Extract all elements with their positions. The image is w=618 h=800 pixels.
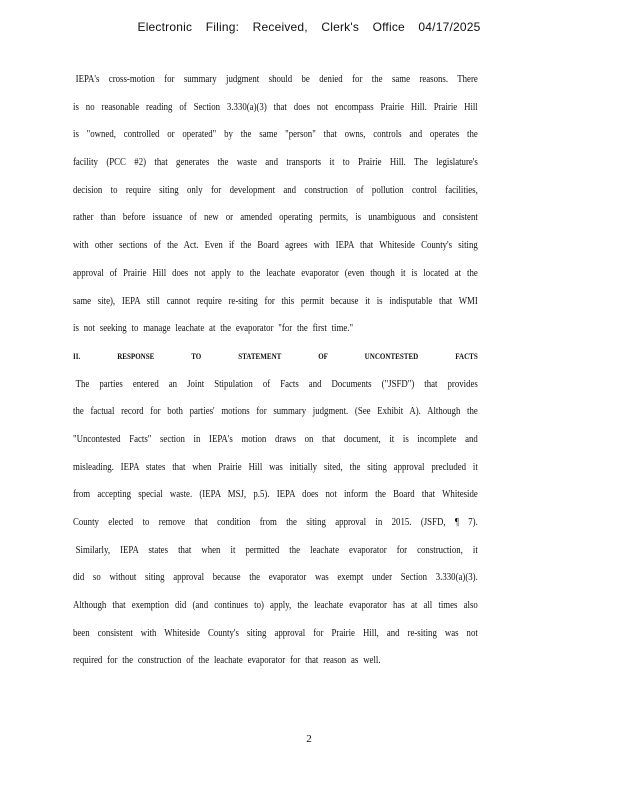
- body-line: did so without siting approval because the evaporator was exempt under Section 3.330(a)(3).: [73, 572, 478, 584]
- body-line: the factual record for both parties' motions for summary judgment. (See Exhibit A). Although the: [73, 406, 478, 418]
- body-line: is no reasonable reading of Section 3.330(a)(3) that does not encompass Prairie Hill. Prairie Hill: [73, 101, 478, 113]
- section-heading: II. RESPONSE TO STATEMENT OF UNCONTESTED FACTS: [73, 351, 478, 361]
- body-line: Similarly, IEPA states that when it permitted the leachate evaporator for construction, it: [75, 544, 478, 556]
- body-line: decision to require siting only for development and construction of pollution control facilities,: [73, 184, 478, 196]
- body-line: facility (PCC #2) that generates the waste and transports it to Prairie Hill. The legislature's: [73, 157, 478, 169]
- body-line: County elected to remove that condition from the siting approval in 2015. (JSFD, ¶ 7).: [73, 517, 478, 528]
- body-line: rather than before issuance of new or amended operating permits, is unambiguous and consistent: [73, 212, 478, 224]
- electronic-filing-header: Electronic Filing: Received, Clerk's Office 04/17/2025: [137, 20, 481, 34]
- body-line: Although that exemption did (and continues to) apply, the leachate evaporator has at all times also: [73, 600, 478, 612]
- body-line: misleading. IEPA states that when Prairie Hill was initially sited, the siting approval precluded it: [73, 461, 478, 473]
- body-line: IEPA's cross-motion for summary judgment should be denied for the same reasons. There: [75, 74, 478, 85]
- body-line: is "owned, controlled or operated" by the same "person" that owns, controls and operates the: [73, 129, 478, 141]
- document-body: [73, 70, 478, 679]
- page-number: 2: [306, 733, 312, 745]
- body-line: is not seeking to manage leachate at the evaporator "for the first time.": [73, 323, 354, 335]
- body-line: "Uncontested Facts" section in IEPA's motion draws on that document, it is incomplete and: [73, 433, 478, 445]
- body-line: from accepting special waste. (IEPA MSJ, p.5). IEPA does not inform the Board that Whiteside: [73, 489, 478, 501]
- body-line: The parties entered an Joint Stipulation of Facts and Documents ("JSFD") that provides: [75, 378, 478, 390]
- body-line: been consistent with Whiteside County's siting approval for Prairie Hill, and re-siting was not: [73, 627, 478, 639]
- body-line: required for the construction of the leachate evaporator for that reason as well.: [73, 655, 381, 667]
- body-line: with other sections of the Act. Even if the Board agrees with IEPA that Whiteside County's siting: [73, 240, 478, 252]
- body-line: approval of Prairie Hill does not apply to the leachate evaporator (even though it is located at the: [73, 267, 478, 279]
- body-line: same site), IEPA still cannot require re-siting for this permit because it is indisputable that WMI: [73, 295, 478, 307]
